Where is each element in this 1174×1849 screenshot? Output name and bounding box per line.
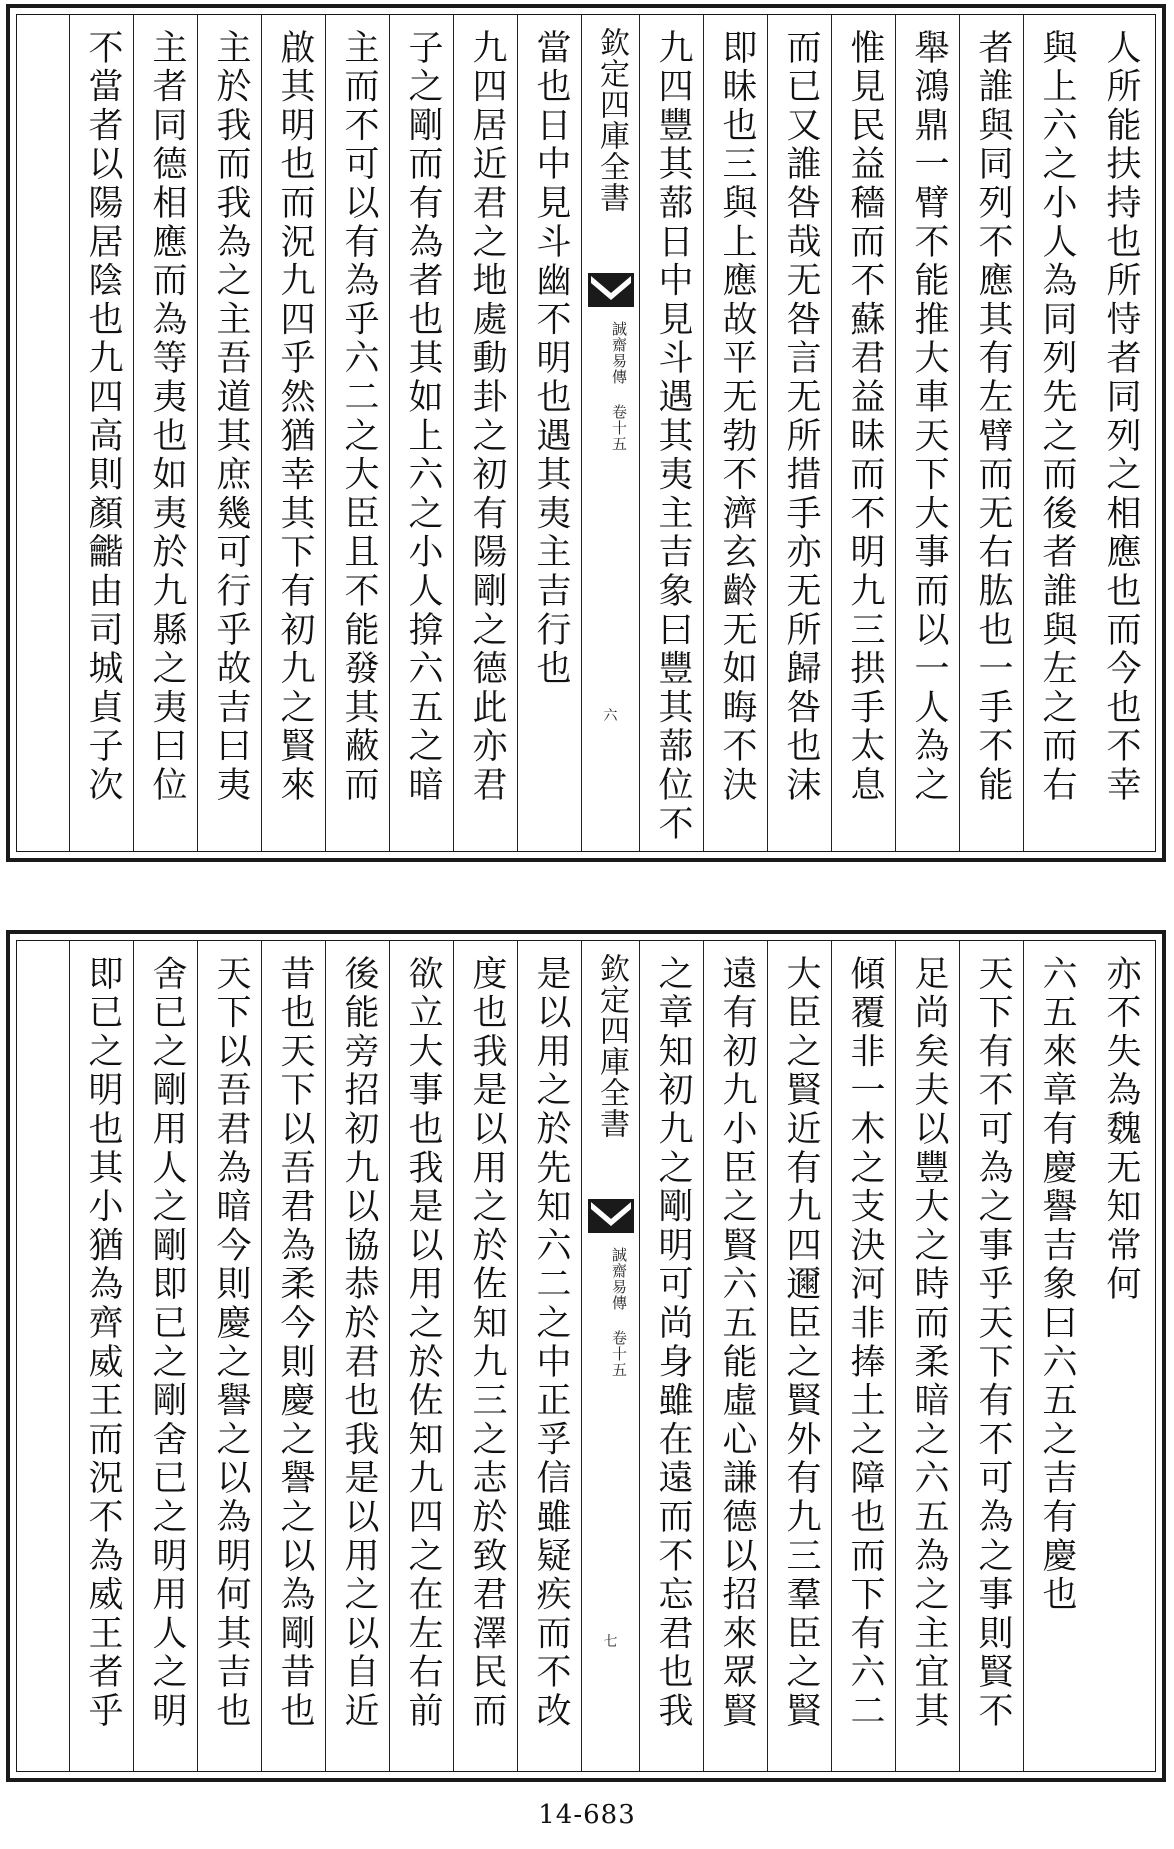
text-column: [639, 15, 703, 851]
column-text: 而已又誰咎哉无咎言无所措手亦无所歸咎也沫: [781, 29, 821, 805]
column-text: 昔也天下以吾君為柔今則慶之譽之以為剛昔也: [275, 955, 315, 1731]
text-column: [703, 15, 767, 851]
text-column: [831, 15, 895, 851]
fish-tail-mark-icon: [588, 1199, 634, 1233]
text-column: [133, 15, 197, 851]
column-text: 天下以吾君為暗今則慶之譽之以為明何其吉也: [211, 955, 251, 1731]
book-title: 欽定四庫全書: [594, 953, 629, 1139]
column-text: 是以用之於先知六二之中正孚信雖疑疾而不改: [531, 955, 571, 1731]
column-text: 欲立大事也我是以用之於佐知九四之在左右前: [403, 955, 443, 1731]
text-column: [133, 941, 197, 1771]
text-column: [895, 941, 959, 1771]
column-text: 即已之明也其小猶為齊威王而況不為威王者乎: [83, 955, 123, 1731]
book-title: 欽定四庫全書: [594, 27, 629, 213]
text-column: [767, 15, 831, 851]
text-column: [639, 941, 703, 1771]
column-text: 九四居近君之地處動卦之初有陽剛之德此亦君: [467, 29, 507, 805]
column-text: 啟其明也而況九四乎然猶幸其下有初九之賢來: [275, 29, 315, 805]
column-text: 之章知初九之剛明可尚身雖在遠而不忘君也我: [653, 955, 693, 1731]
column-text: 主於我而我為之主吾道其庶幾可行乎故吉曰夷: [211, 29, 251, 805]
center-margin: [581, 941, 639, 1771]
column-text: 大臣之賢近有九四邇臣之賢外有九三羣臣之賢: [781, 955, 821, 1731]
folio-number: 六: [603, 708, 618, 724]
text-column: [1023, 941, 1087, 1771]
column-text: 後能旁招初九以協恭於君也我是以用之以自近: [339, 955, 379, 1731]
text-column: [895, 15, 959, 851]
text-column: [453, 941, 517, 1771]
column-text: 天下有不可為之事乎天下有不可為之事則賢不: [973, 955, 1013, 1731]
column-text: 主而不可以有為乎六二之大臣且不能發其蔽而: [339, 29, 379, 805]
text-column: [703, 941, 767, 1771]
bottom-page: [6, 930, 1166, 1782]
column-text: 與上六之小人為同列先之而後者誰與左之而右: [1037, 29, 1077, 805]
column-text: 者誰與同列不應其有左臂而无右肱也一手不能: [973, 29, 1013, 805]
column-text: 遠有初九小臣之賢六五能虛心謙德以招來眾賢: [717, 955, 757, 1731]
column-text: 六五來章有慶譽吉象曰六五之吉有慶也: [1037, 955, 1077, 1615]
fish-tail-mark-icon: [588, 273, 634, 307]
text-column: [69, 15, 133, 851]
column-text: 主者同德相應而為等夷也如夷於九縣之夷曰位: [147, 29, 187, 805]
text-column: [1023, 15, 1087, 851]
column-text: 舍已之剛用人之剛即已之剛舍已之明用人之明: [147, 955, 187, 1731]
column-text: 度也我是以用之於佐知九三之志於致君澤民而: [467, 955, 507, 1731]
text-column: [959, 15, 1023, 851]
text-column: [197, 15, 261, 851]
column-text: 子之剛而有為者也其如上六之小人揜六五之暗: [403, 29, 443, 805]
column-text: 足尚矣夫以豐大之時而柔暗之六五為之主宜其: [909, 955, 949, 1731]
text-column: [767, 941, 831, 1771]
text-column: [1087, 941, 1151, 1771]
text-column: [517, 15, 581, 851]
top-page-frame: [16, 14, 1156, 852]
text-column: [261, 941, 325, 1771]
column-text: 亦不失為魏无知常何: [1101, 955, 1141, 1305]
text-column: [325, 15, 389, 851]
text-column: [959, 941, 1023, 1771]
text-column: [197, 941, 261, 1771]
bottom-page-frame: [16, 940, 1156, 1772]
volume-label: 誠齋易傳 卷十五: [610, 321, 628, 452]
text-column: [453, 15, 517, 851]
text-column: [389, 941, 453, 1771]
column-text: 當也日中見斗幽不明也遇其夷主吉行也: [531, 29, 571, 689]
text-column: [1087, 15, 1151, 851]
volume-label: 誠齋易傳 卷十五: [610, 1247, 628, 1378]
text-column: [831, 941, 895, 1771]
column-text: 惟見民益穡而不蘇君益昧而不明九三拱手太息: [845, 29, 885, 805]
text-column: [517, 941, 581, 1771]
text-column: [325, 941, 389, 1771]
text-column: [261, 15, 325, 851]
text-column: [69, 941, 133, 1771]
top-page: [6, 4, 1166, 862]
page-number: 14-683: [538, 1800, 636, 1830]
column-text: 傾覆非一木之支決河非捧土之障也而下有六二: [845, 955, 885, 1731]
column-text: 舉鴻鼎一臂不能推大車天下大事而以一人為之: [909, 29, 949, 805]
column-text: 人所能扶持也所恃者同列之相應也而今也不幸: [1101, 29, 1141, 805]
column-text: 不當者以陽居陰也九四高則顏龤由司城貞子次: [83, 29, 123, 805]
column-text: 即昧也三與上應故平无勃不濟玄齡无如晦不決: [717, 29, 757, 805]
folio-number: 七: [603, 1634, 618, 1650]
column-text: 九四豐其蔀日中見斗遇其夷主吉象曰豐其蔀位不: [653, 29, 693, 844]
center-margin: [581, 15, 639, 851]
text-column: [389, 15, 453, 851]
